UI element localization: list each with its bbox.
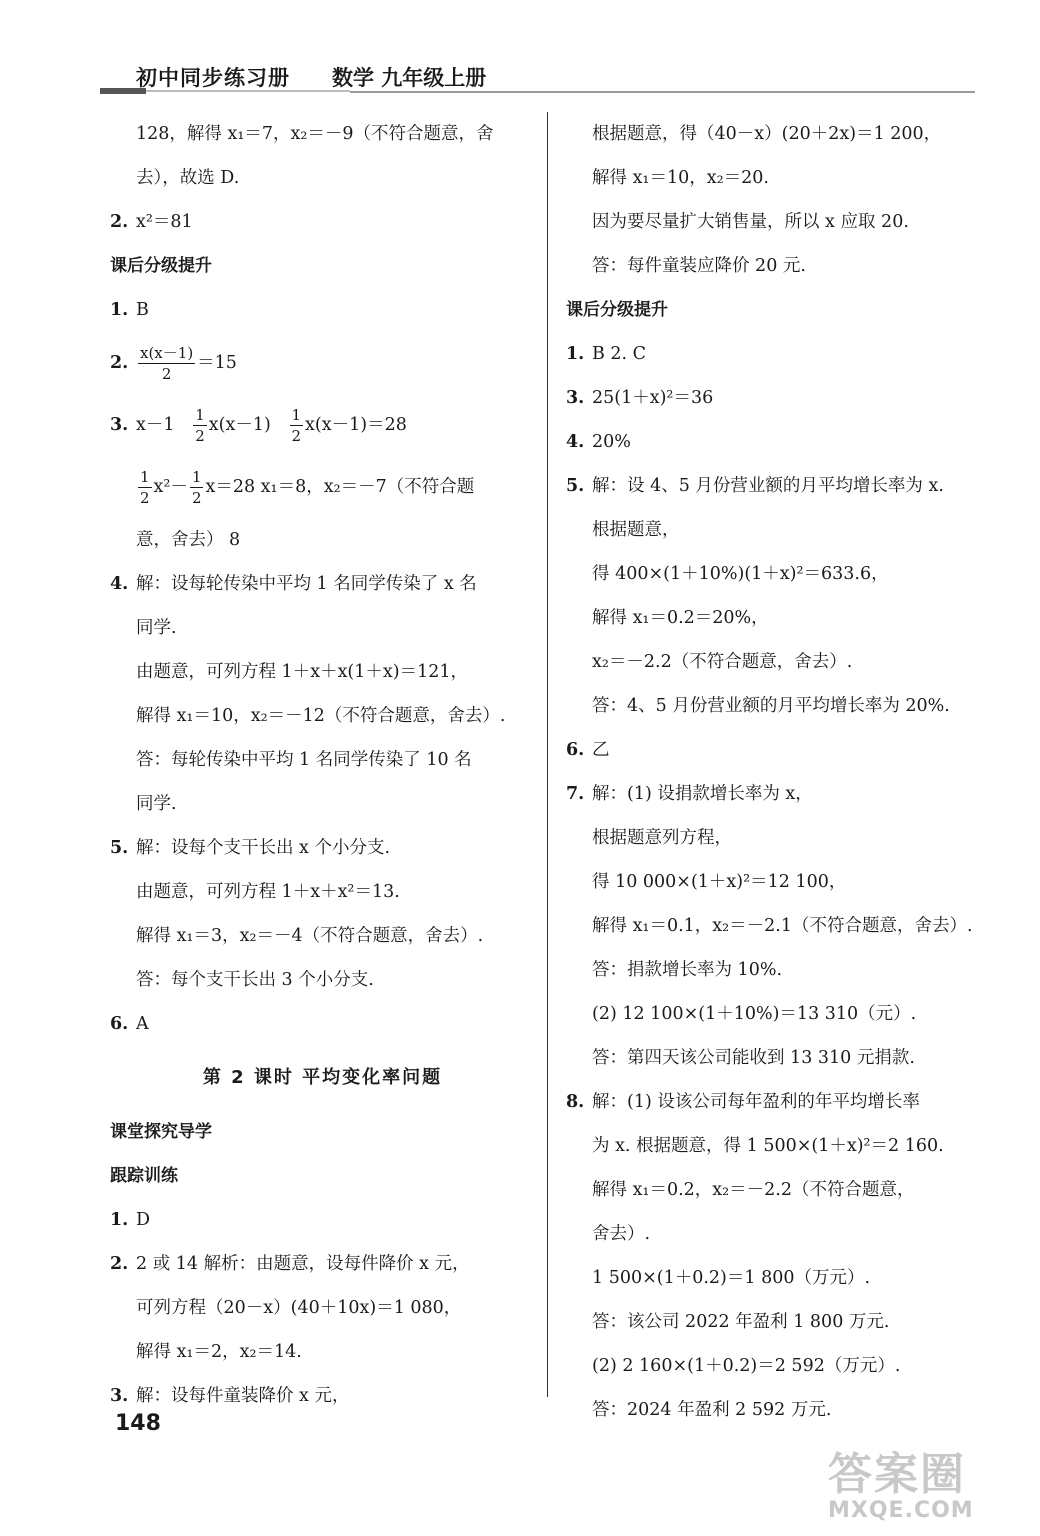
fraction: $\frac{1}{2}$: [291, 406, 302, 445]
fraction: $\frac{1}{2}$: [140, 468, 150, 507]
book-title: 初中同步练习册: [136, 66, 290, 90]
text-line: 根据题意列方程，: [592, 828, 732, 848]
text-line: 解得 x₁＝2，x₂＝14.: [136, 1342, 302, 1362]
right-column: [566, 112, 986, 1432]
section-heading: 课后分级提升: [110, 256, 212, 276]
answer-item: 2. $\frac{x(x-1)}{2}$ ＝15: [110, 344, 237, 383]
lesson-title: 第 2 课时 平均变化率问题: [202, 1067, 443, 1088]
text-line: 答：每件童装应降价 20 元.: [592, 256, 806, 276]
text-line: 可列方程（20－x）(40＋10x)＝1 080，: [136, 1298, 462, 1318]
page-header: [100, 58, 980, 98]
text-line: (2) 12 100×(1＋10%)＝13 310（元）.: [592, 1004, 917, 1024]
text-line: 答：第四天该公司能收到 13 310 元捐款.: [592, 1048, 915, 1068]
text-line: 答：该公司 2022 年盈利 1 800 万元.: [592, 1312, 890, 1332]
page-number: 148: [115, 1411, 161, 1436]
column-divider: [547, 112, 548, 1397]
text-line: 解得 x₁＝0.1，x₂＝－2.1（不符合题意，舍去）.: [592, 916, 973, 936]
text-line: 答：2024 年盈利 2 592 万元.: [592, 1400, 832, 1420]
answer-item: 4. 解：设每轮传染中平均 1 名同学传染了 x 名: [110, 574, 477, 594]
text-line: 因为要尽量扩大销售量，所以 x 应取 20.: [592, 212, 909, 232]
answer-item: 1. B: [110, 300, 149, 320]
answer-item: 6. 乙: [566, 740, 610, 760]
text-line: 意，舍去） 8: [136, 530, 241, 550]
text-line: $\frac{1}{2}$ x²－ $\frac{1}{2}$ x＝28 x₁＝8，x₂＝－7（不符合题: [140, 468, 475, 507]
text-line: (2) 2 160×(1＋0.2)＝2 592（万元）.: [592, 1356, 901, 1376]
text-line: 为 x. 根据题意，得 1 500×(1＋x)²＝2 160.: [592, 1136, 944, 1156]
text-line: 同学.: [136, 794, 177, 814]
text-line: 解得 x₁＝10，x₂＝－12（不符合题意，舍去）.: [136, 706, 506, 726]
answer-item: 5. 解：设每个支干长出 x 个小分支.: [110, 838, 391, 858]
text-line: 答：每轮传染中平均 1 名同学传染了 10 名: [136, 750, 472, 770]
answer-item: 6. A: [110, 1014, 149, 1034]
text-line: 128，解得 x₁＝7，x₂＝－9（不符合题意，舍: [136, 124, 494, 144]
section-heading: 课堂探究导学: [110, 1122, 212, 1142]
section-heading: 跟踪训练: [110, 1166, 178, 1186]
text-line: 1 500×(1＋0.2)＝1 800（万元）.: [592, 1268, 871, 1288]
answer-item: 2. 2 或 14 解析：由题意，设每件降价 x 元，: [110, 1254, 470, 1274]
fraction: $\frac{x(x-1)}{2}$: [140, 344, 194, 383]
subject-grade: 数学 九年级上册: [332, 66, 487, 90]
answer-item: 3. 解：设每件童装降价 x 元，: [110, 1386, 350, 1406]
text-line: 答：4、5 月份营业额的月平均增长率为 20%.: [592, 696, 950, 716]
text-line: 答：每个支干长出 3 个小分支.: [136, 970, 374, 990]
text-line: x₂＝－2.2（不符合题意，舍去）.: [592, 652, 853, 672]
fraction: $\frac{1}{2}$: [195, 406, 205, 445]
answer-item: 3. 25(1＋x)²＝36: [566, 388, 714, 408]
answer-item: 7. 解：(1) 设捐款增长率为 x，: [566, 784, 813, 804]
text-line: 由题意，可列方程 1＋x＋x²＝13.: [136, 882, 400, 902]
text-line: 得 10 000×(1＋x)²＝12 100，: [592, 872, 847, 892]
text-line: 解得 x₁＝10，x₂＝20.: [592, 168, 769, 188]
fraction: $\frac{1}{2}$: [191, 468, 202, 507]
answer-item: 3. x－1 $\frac{1}{2}$ x(x－1) $\frac{1}{2}$ x(x－1)＝28: [110, 406, 407, 445]
text-line: 根据题意，: [592, 520, 680, 540]
answer-item: 5. 解：设 4、5 月份营业额的月平均增长率为 x.: [566, 476, 944, 496]
section-heading: 课后分级提升: [566, 300, 668, 320]
answer-item: 4. 20%: [566, 432, 631, 452]
watermark-logo: [828, 1438, 1028, 1528]
left-column: [110, 112, 535, 1418]
answer-item: 1. B 2. C: [566, 344, 647, 364]
text-line: 由题意，可列方程 1＋x＋x(1＋x)＝121，: [136, 662, 468, 682]
text-line: 去），故选 D.: [136, 168, 240, 188]
answer-item: 2. x²＝81: [110, 212, 193, 232]
answer-item: 1. D: [110, 1210, 151, 1230]
text-line: 根据题意，得（40－x）(20＋2x)＝1 200，: [592, 124, 942, 144]
text-line: 得 400×(1＋10%)(1＋x)²＝633.6，: [592, 564, 889, 584]
text-line: 答：捐款增长率为 10%.: [592, 960, 783, 980]
watermark-url: MXQE.COM: [828, 1498, 974, 1523]
text-line: 解得 x₁＝3，x₂＝－4（不符合题意，舍去）.: [136, 926, 484, 946]
answer-item: 8. 解：(1) 设该公司每年盈利的年平均增长率: [566, 1092, 920, 1112]
text-line: 解得 x₁＝0.2＝20%，: [592, 608, 769, 628]
text-line: 解得 x₁＝0.2，x₂＝－2.2（不符合题意，: [592, 1180, 915, 1200]
text-line: 舍去）.: [592, 1224, 651, 1244]
text-line: 同学.: [136, 618, 177, 638]
watermark-text: 答案圈: [828, 1449, 966, 1500]
